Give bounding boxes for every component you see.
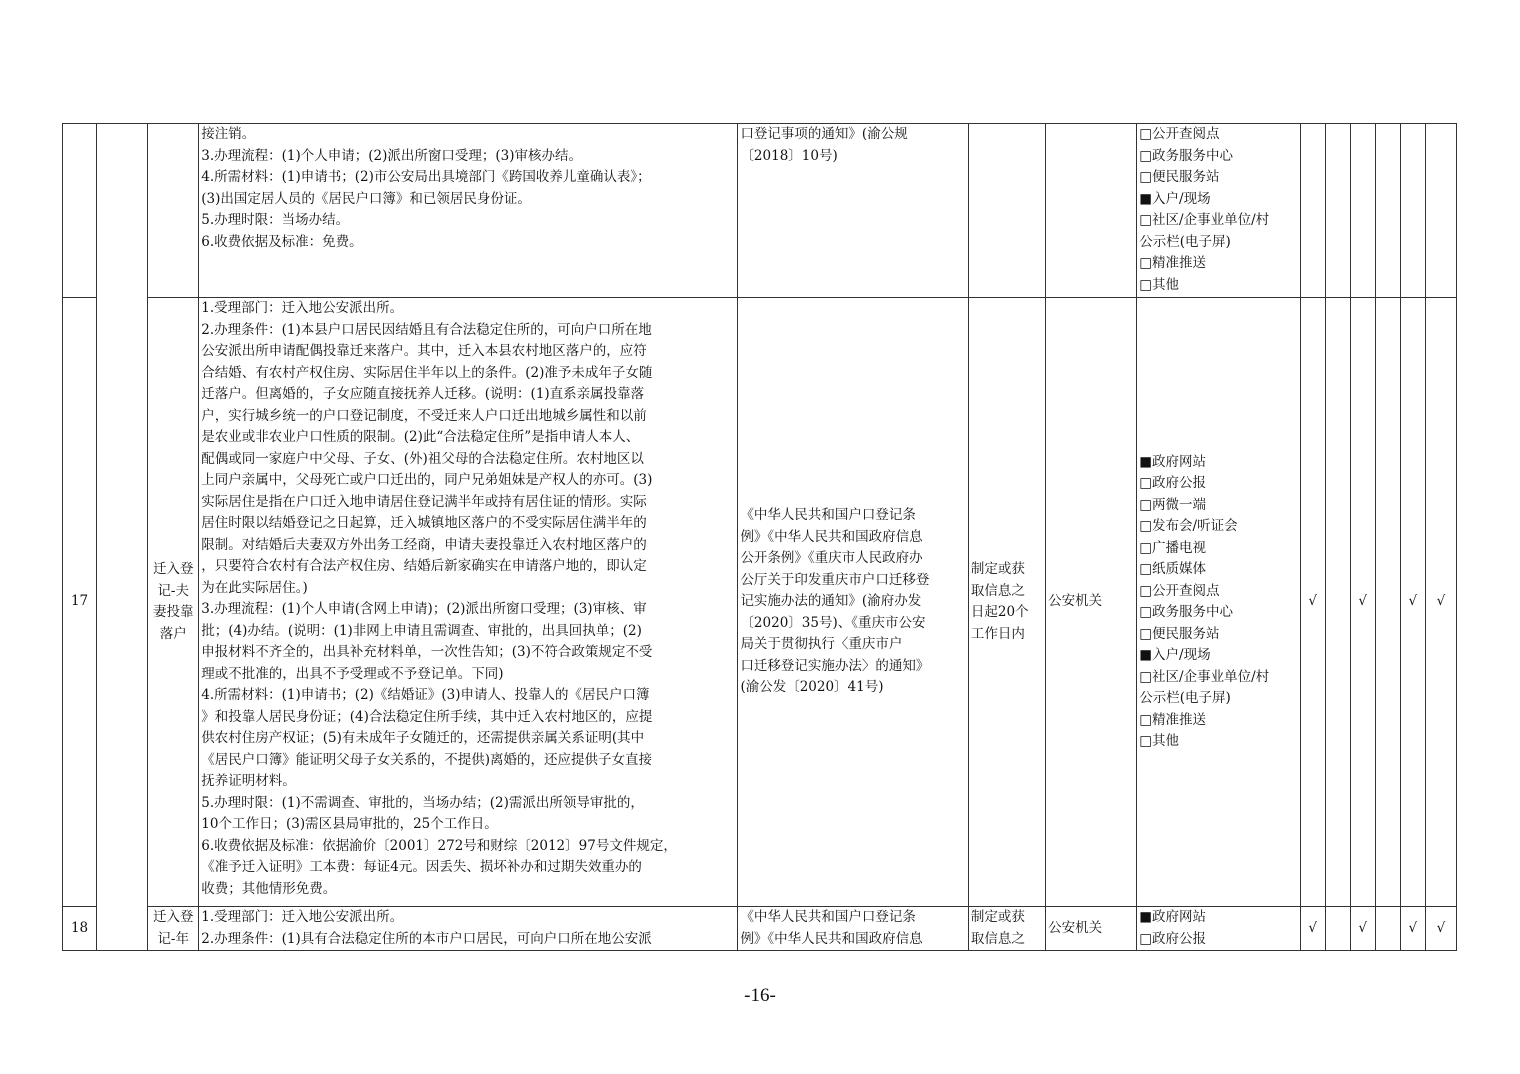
channel-option: ■政府网站 — [1139, 909, 1207, 925]
item-name-cell — [148, 907, 199, 951]
tick-cell: √ — [1350, 298, 1375, 907]
content-line: 批；(4)办结。(说明：(1)非网上申请且需调查、审批的，出具回执单；(2) — [201, 622, 642, 639]
content-line: (3)出国定居人员的《居民户口簿》和已领居民身份证。 — [201, 190, 531, 207]
channel-option: □其他 — [1139, 733, 1180, 749]
channel-option: □发布会/听证会 — [1139, 518, 1238, 534]
channel-option: 公示栏(电子屏) — [1139, 690, 1231, 706]
channel-option: □其他 — [1139, 276, 1180, 293]
channel-option: □政务服务中心 — [1139, 604, 1234, 620]
content-line: 实际居住是指在户口迁入地申请居住登记满半年或持有居住证的情形。实际 — [201, 493, 647, 510]
content-line: 3.办理流程：(1)个人申请(含网上申请)；(2)派出所窗口受理；(3)审核、审 — [201, 601, 647, 617]
channel-option: □社区/企事业单位/村 — [1139, 668, 1270, 685]
channel-option: 公示栏(电子屏) — [1139, 233, 1231, 250]
content-line: 限制。对结婚后夫妻双方外出务工经商，申请夫妻投靠迁入农村地区落户的 — [201, 536, 647, 553]
channel-option: □政府公报 — [1139, 475, 1207, 491]
channel-option: □社区/企事业单位/村 — [1139, 212, 1270, 228]
channel-option: ■政府网站 — [1139, 453, 1207, 470]
tick-cell — [1325, 298, 1350, 907]
content-line: 配偶或同一家庭户中父母、子女、(外)祖父母的合法稳定住所。农村地区以 — [201, 450, 644, 467]
content-line: 4.所需材料：(1)申请书；(2)市公安局出具境部门《跨国收养儿童确认表》； — [201, 169, 651, 185]
channel-option: □纸质媒体 — [1139, 561, 1207, 577]
time-limit-line: 工作日内 — [970, 625, 1025, 642]
seq-cell — [63, 124, 97, 298]
page-number: -16- — [744, 985, 776, 1006]
tick-cell — [1375, 907, 1400, 951]
content-line: 收费；其他情形免费。 — [201, 880, 337, 897]
tick-cell — [1375, 124, 1400, 298]
basis-line: 〔2018〕10号) — [740, 147, 838, 164]
item-name-line: 迁入登 — [152, 561, 194, 577]
basis-line: 记实施办法的通知》(渝府办发 — [740, 593, 922, 610]
table-row-17 — [63, 298, 1457, 907]
content-line: 合结婚、有农村产权住房、实际居住半年以上的条件。(2)准予未成年子女随 — [201, 364, 653, 381]
tick-cell: √ — [1400, 298, 1425, 907]
content-line: 6.收费依据及标准：依据渝价〔2001〕272号和财综〔2012〕97号文件规定， — [201, 837, 677, 854]
table-row-continued — [63, 124, 1457, 298]
content-line: 申报材料不齐全的，出具补充材料单，一次性告知；(3)不符合政策规定不受 — [201, 644, 653, 660]
content-line: 迁落户。但离婚的，子女应随直接抚养人迁移。(说明：(1)直系亲属投靠落 — [201, 386, 645, 402]
content-cell — [199, 907, 738, 951]
basis-line: 局关于贯彻执行〈重庆市户 — [740, 636, 903, 653]
content-line: 1.受理部门：迁入地公安派出所。 — [201, 300, 404, 316]
channel-option: □精准推送 — [1139, 255, 1207, 271]
content-line: 4.所需材料：(1)申请书；(2)《结婚证》(3)申请人、投靠人的《居民户口簿 — [201, 687, 650, 703]
tick-cell — [1400, 124, 1425, 298]
channel-cell — [1137, 298, 1300, 907]
basis-line: 公厅关于印发重庆市户口迁移登 — [740, 571, 930, 588]
content-line: ，只要符合农村有合法产权住房、结婚后新家确实在申请落户地的，即认定 — [201, 558, 647, 574]
content-line: 》和投靠人居民身份证；(4)合法稳定住所手续，其中迁入农村地区的，应提 — [201, 708, 653, 725]
time-limit-cell — [968, 298, 1045, 907]
content-line: 《准予迁入证明》工本费：每证4元。因丢失、损坏补办和过期失效重办的 — [201, 859, 642, 875]
channel-option: □精准推送 — [1139, 711, 1207, 728]
content-line: 2.办理条件：(1)本县户口居民因结婚且有合法稳定住所的，可向户口所在地 — [201, 321, 652, 338]
time-limit-line: 制定或获 — [970, 909, 1025, 925]
content-line: 3.办理流程：(1)个人申请；(2)派出所窗口受理；(3)审核办结。 — [201, 147, 583, 164]
content-line: 《居民户口簿》能证明父母子女关系的，不提供)离婚的，还应提供子女直接 — [201, 751, 653, 768]
content-line: 公安派出所申请配偶投靠迁来落户。其中，迁入本县农村地区落户的，应符 — [201, 343, 647, 359]
content-cell — [199, 124, 738, 298]
basis-cell — [738, 298, 968, 907]
subject-cell: 公安机关 — [1046, 907, 1137, 951]
disclosure-table — [62, 123, 1457, 951]
content-line: 理或不批准的，出具不予受理或不予登记单。下同) — [201, 665, 504, 682]
time-limit-line: 制定或获 — [970, 561, 1025, 577]
tick-cell: √ — [1425, 298, 1456, 907]
tick-cell — [1300, 124, 1325, 298]
content-line: 上同户亲属中，父母死亡或户口迁出的，同户兄弟姐妹是产权人的亦可。(3) — [201, 472, 653, 488]
channel-cell — [1137, 907, 1300, 951]
channel-option: ■入户/现场 — [1139, 190, 1211, 207]
tick-cell — [1375, 298, 1400, 907]
channel-option: □公开查阅点 — [1139, 582, 1220, 599]
tick-cell: √ — [1300, 907, 1325, 951]
channel-cell — [1137, 124, 1300, 298]
channel-option: □公开查阅点 — [1139, 126, 1220, 142]
tick-cell: √ — [1400, 907, 1425, 951]
content-line: 抚养证明材料。 — [201, 773, 296, 789]
tick-cell — [1350, 124, 1375, 298]
channel-option: □政府公报 — [1139, 930, 1207, 947]
content-line: 10个工作日；(3)需区县局审批的，25个工作日。 — [201, 816, 498, 832]
content-line: 户，实行城乡统一的户口登记制度，不受迁来人户口迁出地城乡属性和以前 — [201, 407, 647, 424]
channel-option: ■入户/现场 — [1139, 647, 1211, 663]
category-cell — [97, 124, 148, 951]
content-line: 6.收费依据及标准：免费。 — [201, 233, 363, 250]
content-line: 1.受理部门：迁入地公安派出所。 — [201, 909, 404, 925]
channel-option: □政务服务中心 — [1139, 147, 1234, 164]
content-line: 5.办理时限：当场办结。 — [201, 212, 350, 228]
content-line: 5.办理时限：(1)不需调查、审批的，当场办结；(2)需派出所领导审批的， — [201, 794, 644, 811]
channel-option: □便民服务站 — [1139, 169, 1220, 185]
item-name-line: 落户 — [159, 625, 187, 642]
item-name-line: 迁入登 — [152, 909, 194, 925]
content-line: 供农村住房产权证；(5)有未成年子女随迁的，还需提供亲属关系证明(其中 — [201, 730, 645, 746]
channel-option: □广播电视 — [1139, 539, 1207, 556]
content-cell — [199, 298, 738, 907]
basis-line: 〔2020〕35号)、《重庆市公安 — [740, 614, 926, 631]
subject-cell: 公安机关 — [1046, 298, 1137, 907]
time-limit-cell — [968, 907, 1045, 951]
tick-cell: √ — [1350, 907, 1375, 951]
basis-line: 公开条例》《重庆市人民政府办 — [740, 550, 923, 567]
item-name-cell — [148, 298, 199, 907]
item-name-line: 记-夫 — [157, 582, 189, 599]
content-line: 2.办理条件：(1)具有合法稳定住所的本市户口居民，可向户口所在地公安派 — [201, 930, 652, 947]
channel-option: □便民服务站 — [1139, 625, 1220, 642]
content-line: 是农业或非农业户口性质的限制。(2)此“合法稳定住所”是指申请人本人、 — [201, 429, 640, 445]
basis-line: 例》《中华人民共和国政府信息 — [740, 528, 923, 545]
subject-cell — [1046, 124, 1137, 298]
basis-line: 《中华人民共和国户口登记条 — [740, 909, 916, 925]
time-limit-line: 取信息之 — [970, 582, 1025, 599]
basis-line: (渝公发〔2020〕41号) — [740, 679, 884, 696]
item-name-line: 记-年 — [157, 930, 189, 947]
time-limit-cell — [968, 124, 1045, 298]
item-name-line: 妻投靠 — [152, 604, 194, 620]
tick-cell — [1325, 907, 1350, 951]
tick-cell: √ — [1300, 298, 1325, 907]
content-line: 为在此实际居住。) — [201, 579, 308, 596]
seq-cell: 17 — [63, 298, 97, 907]
time-limit-line: 日起20个 — [970, 604, 1029, 620]
basis-cell — [738, 124, 968, 298]
basis-cell — [738, 907, 968, 951]
basis-line: 《中华人民共和国户口登记条 — [740, 507, 916, 524]
content-line: 居住时限以结婚登记之日起算，迁入城镇地区落户的不受实际居住满半年的 — [201, 515, 647, 531]
item-name-cell — [148, 124, 199, 298]
basis-line: 口迁移登记实施办法〉的通知》 — [740, 657, 930, 674]
tick-cell — [1425, 124, 1456, 298]
tick-cell: √ — [1425, 907, 1456, 951]
tick-cell — [1325, 124, 1350, 298]
table-row-18 — [63, 907, 1457, 951]
channel-option: □两微一端 — [1139, 496, 1207, 513]
content-line: 接注销。 — [201, 126, 256, 142]
basis-line: 口登记事项的通知》(渝公规 — [740, 126, 908, 142]
time-limit-line: 取信息之 — [970, 930, 1025, 947]
seq-cell: 18 — [63, 907, 97, 951]
basis-line: 例》《中华人民共和国政府信息 — [740, 930, 923, 947]
